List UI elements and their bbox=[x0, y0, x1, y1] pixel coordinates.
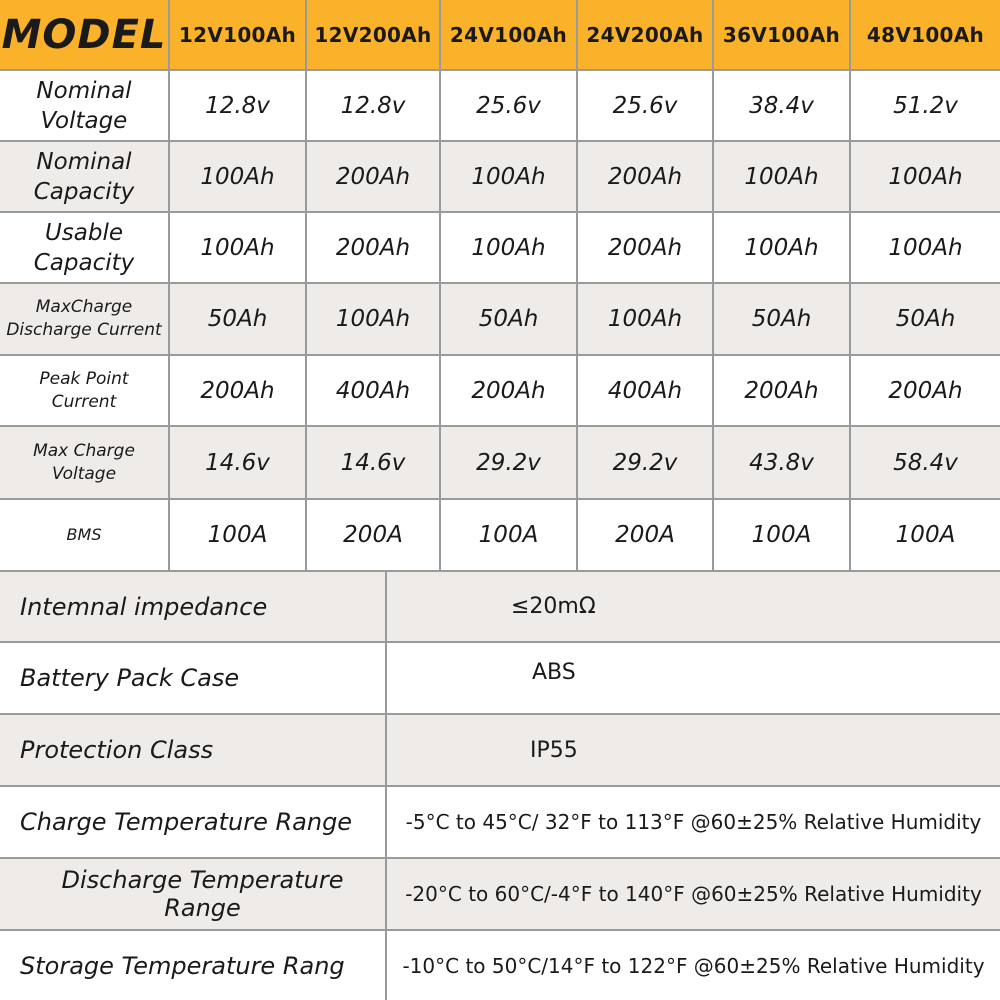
spec-value: 25.6v bbox=[578, 71, 714, 140]
spec-value: 29.2v bbox=[441, 427, 578, 498]
property-label: Intemnal impedance bbox=[0, 572, 387, 641]
spec-value: 50Ah bbox=[714, 284, 851, 354]
model-col-1: 12V100Ah bbox=[170, 0, 307, 69]
spec-value: 200Ah bbox=[441, 356, 578, 425]
spec-value: 100A bbox=[441, 500, 578, 570]
property-value-text: ABS bbox=[532, 660, 576, 685]
property-value: -5°C to 45°C/ 32°F to 113°F @60±25% Relative Humidity bbox=[405, 810, 982, 834]
spec-value: 43.8v bbox=[714, 427, 851, 498]
spec-value: 100Ah bbox=[578, 284, 714, 354]
spec-label-text: Max Charge Voltage bbox=[33, 440, 135, 484]
property-row-charge-temp bbox=[0, 787, 1000, 859]
spec-value: 100Ah bbox=[307, 284, 441, 354]
spec-value: 200Ah bbox=[578, 142, 714, 211]
spec-value: 38.4v bbox=[714, 71, 851, 140]
spec-value: 100Ah bbox=[714, 142, 851, 211]
spec-label-text: Nominal Capacity bbox=[33, 148, 135, 205]
property-label: Storage Temperature Rang bbox=[0, 931, 387, 1000]
spec-value: 50Ah bbox=[895, 306, 956, 332]
spec-value: 200Ah bbox=[307, 142, 441, 211]
header-row bbox=[0, 0, 1000, 71]
spec-value: 200Ah bbox=[578, 213, 714, 282]
spec-value: 100Ah bbox=[170, 213, 307, 282]
spec-row-nominal-capacity bbox=[0, 142, 1000, 213]
spec-value: 29.2v bbox=[578, 427, 714, 498]
spec-value: 100A bbox=[895, 522, 956, 548]
property-row-impedance bbox=[0, 572, 1000, 643]
spec-label bbox=[0, 142, 170, 211]
spec-label-text: MaxCharge Discharge Current bbox=[6, 297, 162, 340]
property-row-discharge-temp bbox=[0, 859, 1000, 931]
spec-value: 200Ah bbox=[714, 356, 851, 425]
spec-row-peak-current bbox=[0, 356, 1000, 427]
property-value bbox=[387, 715, 1000, 785]
spec-value: 400Ah bbox=[578, 356, 714, 425]
spec-label bbox=[0, 356, 170, 425]
model-col-2: 12V200Ah bbox=[307, 0, 441, 69]
spec-value: 100Ah bbox=[441, 142, 578, 211]
spec-value: 25.6v bbox=[441, 71, 578, 140]
spec-label bbox=[0, 213, 170, 282]
property-label: Protection Class bbox=[0, 715, 387, 785]
spec-value: 200A bbox=[578, 500, 714, 570]
property-label: Discharge Temperature Range bbox=[0, 859, 387, 929]
model-col-4: 24V200Ah bbox=[578, 0, 714, 69]
spec-value: 51.2v bbox=[893, 92, 958, 119]
spec-row-bms bbox=[0, 500, 1000, 572]
property-row-storage-temp bbox=[0, 931, 1000, 1000]
property-row-protection-class bbox=[0, 715, 1000, 787]
spec-value: 14.6v bbox=[307, 427, 441, 498]
property-value bbox=[387, 643, 1000, 713]
spec-value: 100Ah bbox=[714, 213, 851, 282]
spec-label bbox=[0, 71, 170, 140]
spec-value: 100A bbox=[714, 500, 851, 570]
property-value: -20°C to 60°C/-4°F to 140°F @60±25% Relative Humidity bbox=[405, 882, 982, 906]
property-value: -10°C to 50°C/14°F to 122°F @60±25% Relative Humidity bbox=[402, 953, 985, 978]
spec-value: 100Ah bbox=[170, 142, 307, 211]
spec-value: 50Ah bbox=[170, 284, 307, 354]
spec-value: 100A bbox=[170, 500, 307, 570]
spec-value: 200Ah bbox=[307, 213, 441, 282]
spec-value: 100Ah bbox=[441, 213, 578, 282]
spec-value: 12.8v bbox=[307, 71, 441, 140]
spec-row-max-charge-voltage bbox=[0, 427, 1000, 500]
spec-value: 200Ah bbox=[170, 356, 307, 425]
spec-label bbox=[0, 284, 170, 354]
spec-label-text: Usable Capacity bbox=[33, 219, 135, 276]
property-row-case bbox=[0, 643, 1000, 715]
property-label: Battery Pack Case bbox=[0, 643, 387, 713]
spec-value: 100Ah bbox=[888, 163, 963, 190]
spec-value: 400Ah bbox=[307, 356, 441, 425]
spec-value: 58.4v bbox=[893, 449, 958, 476]
spec-label bbox=[0, 427, 170, 498]
model-header: MODEL bbox=[0, 0, 170, 69]
property-value bbox=[387, 572, 1000, 641]
spec-label: BMS bbox=[0, 500, 170, 570]
spec-row-nominal-voltage bbox=[0, 71, 1000, 142]
spec-value: 50Ah bbox=[441, 284, 578, 354]
model-col-3: 24V100Ah bbox=[441, 0, 578, 69]
model-col-6: 48V100Ah bbox=[851, 0, 1000, 69]
spec-value: 200A bbox=[307, 500, 441, 570]
spec-label-text: Peak Point Current bbox=[39, 368, 129, 412]
spec-row-usable-capacity bbox=[0, 213, 1000, 284]
property-value-text: ≤20mΩ bbox=[511, 594, 596, 619]
spec-value: 200Ah bbox=[888, 377, 963, 404]
model-col-5: 36V100Ah bbox=[714, 0, 851, 69]
spec-value: 12.8v bbox=[170, 71, 307, 140]
property-label: Charge Temperature Range bbox=[0, 787, 387, 857]
spec-value: 100Ah bbox=[888, 234, 963, 261]
spec-label-text: Nominal Voltage bbox=[36, 77, 132, 134]
spec-row-max-discharge-current bbox=[0, 284, 1000, 356]
spec-value: 14.6v bbox=[170, 427, 307, 498]
property-value-text: IP55 bbox=[530, 737, 578, 763]
